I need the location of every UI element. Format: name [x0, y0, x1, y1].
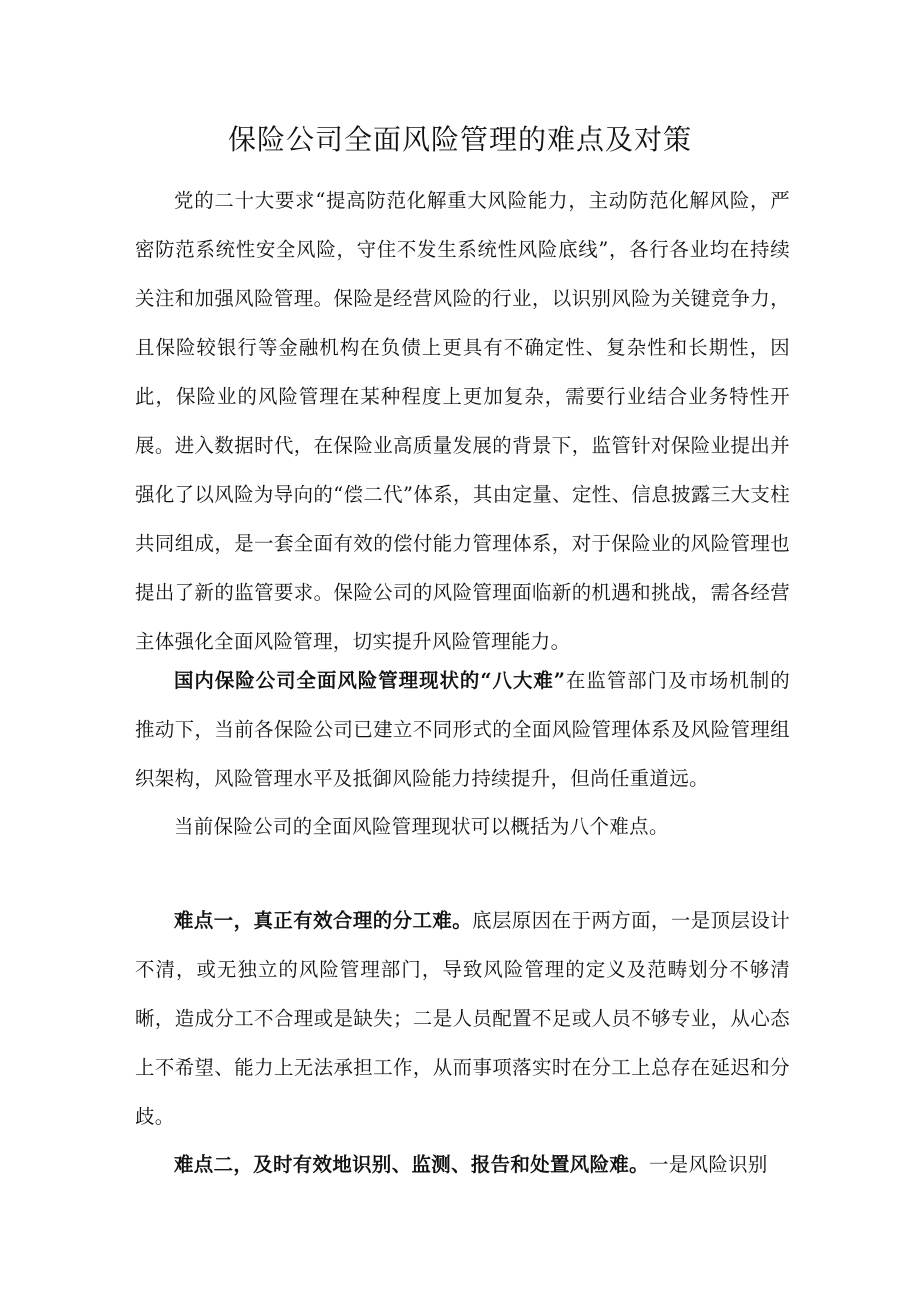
- paragraph-body: 在监管部门及市场机制的推动下，当前各保险公司已建立不同形式的全面风险管理体系及风险管理组织架构，风险管理水平及抵御风险能力持续提升，但尚任重道远。: [135, 669, 790, 790]
- paragraph-body: 底层原因在于两方面，一是顶层设计不清，或无独立的风险管理部门，导致风险管理的定义及范畴划分不够清晰，造成分工不合理或是缺失；二是人员配置不足或人员不够专业，从心态上不希望、能力上无法承担工作，从而事项落实时在分工上总存在延迟和分歧。: [135, 909, 791, 1128]
- paragraph-heading: 国内保险公司全面风险管理现状的“八大难”: [174, 669, 566, 692]
- document-title: 保险公司全面风险管理的难点及对策: [227, 123, 692, 156]
- paragraph-current-status: [135, 656, 790, 803]
- paragraph-intro: 党的二十大要求“提高防范化解重大风险能力，主动防范化解风险，严密防范系统性安全风险，守住不发生系统性风险底线”，各行各业均在持续关注和加强风险管理。保险是经营风险的行业，以识别风险为关键竞争力，且保险较银行等金融机构在负债上更具有不确定性、复杂性和长期性，因此，保险业的风险管理在某种程度上更加复杂，需要行业结合业务特性开展。进入数据时代，在保险业高质量发展的背景下，监管针对保险业提出并强化了以风险为导向的“偿二代”体系，其由定量、定性、信息披露三大支柱共同组成，是一套全面有效的偿付能力管理体系，对于保险业的风险管理也提出了新的监管要求。保险公司的风险管理面临新的机遇和挑战，需各经营主体强化全面风险管理，切实提升风险管理能力。: [135, 189, 790, 653]
- paragraph-difficulty-two: [135, 1140, 790, 1189]
- paragraph-heading: 难点二，及时有效地识别、监测、报告和处置风险难。: [174, 1153, 649, 1176]
- paragraph-summary: 当前保险公司的全面风险管理现状可以概括为八个难点。: [174, 815, 669, 838]
- paragraph-body: 一是风险识别: [648, 1153, 768, 1176]
- paragraph-heading: 难点一，真正有效合理的分工难。: [174, 909, 473, 932]
- paragraph-difficulty-one: [135, 896, 790, 1141]
